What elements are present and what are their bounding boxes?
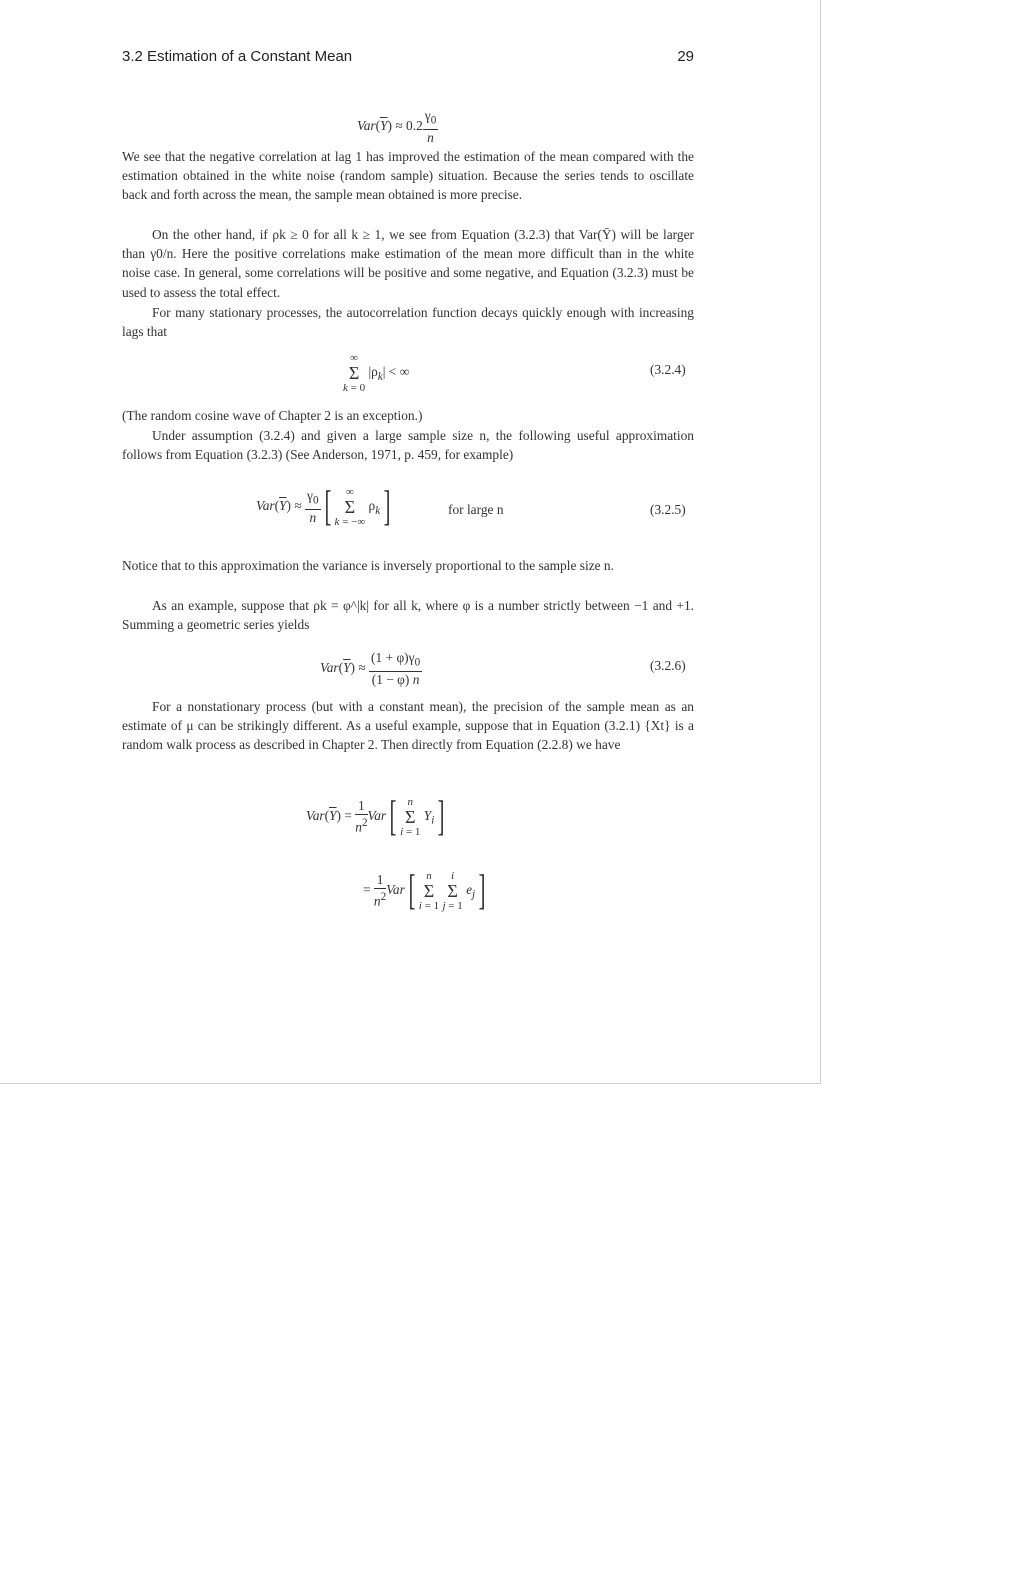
paragraph-7: As an example, suppose that ρk = φ^|k| for all k, where φ is a number strictly between −1 and +1. Summing a geometric series yields <box>122 598 694 633</box>
paragraph-1: We see that the negative correlation at lag 1 has improved the estimation of the mean compared with the estimation obtained in the white noise (random sample) situation. Because the series tends to oscillate back and forth across the mean, the sample mean obtained is more precise. <box>122 149 694 203</box>
paragraph-2: On the other hand, if ρk ≥ 0 for all k ≥ 1, we see from Equation (3.2.3) that Var(Ȳ) will be larger than γ0/n. Here the positive correlations make estimation of the mean more difficult than in the white noise case. In general, some correlations will be positive and some negative, and Equation (3.2.3) must be used to assess the total effect. <box>122 227 694 300</box>
equation-3-2-6: $Var(\overline{Y})$ ≈ $\frac{(1 + \varphi)\gamma_0}{(1 - \varphi) n}$ <box>320 650 421 687</box>
running-head <box>122 48 694 65</box>
equation-random-walk-1: $Var(\overline{Y})$ = $\frac{1}{n^2}$ Var[ n Σ i = 1 $Y_i$] <box>306 794 445 840</box>
equation-number-3-2-4: (3.2.4) <box>650 362 686 377</box>
paragraph-3: For many stationary processes, the autocorrelation function decays quickly enough with increasing lags that <box>122 305 694 340</box>
section-title: 3.2 Estimation of a Constant Mean <box>122 48 353 65</box>
paragraph-5: Under assumption (3.2.4) and given a large sample size n, the following useful approximation follows from Equation (3.2.3) (See Anderson, 1971, p. 459, for example) <box>122 428 694 463</box>
paragraph-6: Notice that to this approximation the variance is inversely proportional to the sample size n. <box>122 558 614 573</box>
paragraph-4: (The random cosine wave of Chapter 2 is an exception.) <box>122 408 423 423</box>
equation-number-3-2-6: (3.2.6) <box>650 658 686 673</box>
equation-3-2-4: ∞ Σ k = 0 $|\rho_k|$ < ∞ <box>343 352 410 394</box>
paragraph-8: For a nonstationary process (but with a constant mean), the precision of the sample mean as an estimate of μ can be strikingly different. As a useful example, suppose that in Equation (3.2.1) {Xt} is a random walk process as described in Chapter 2. Then directly from Equation (2.2.8) we have <box>122 699 694 753</box>
page-number: 29 <box>677 48 694 65</box>
equation-number-3-2-5: (3.2.5) <box>650 502 686 517</box>
equation-3-2-5-note: for large n <box>448 502 504 517</box>
equation-3-2-5: $Var(\overline{Y})$ ≈ $\frac{\gamma_0}{n}$ [ ∞ Σ k = −∞ $\rho_k$] <box>256 484 391 530</box>
equation-variance-approx: $Var(\overline{Y}) \approx 0.2$ $\frac{\gamma_0}{n}$ <box>357 108 437 145</box>
equation-random-walk-2: = $\frac{1}{n^2}$ Var[ n Σ i = 1 i Σ j = 1 $e_j$] <box>363 868 486 914</box>
